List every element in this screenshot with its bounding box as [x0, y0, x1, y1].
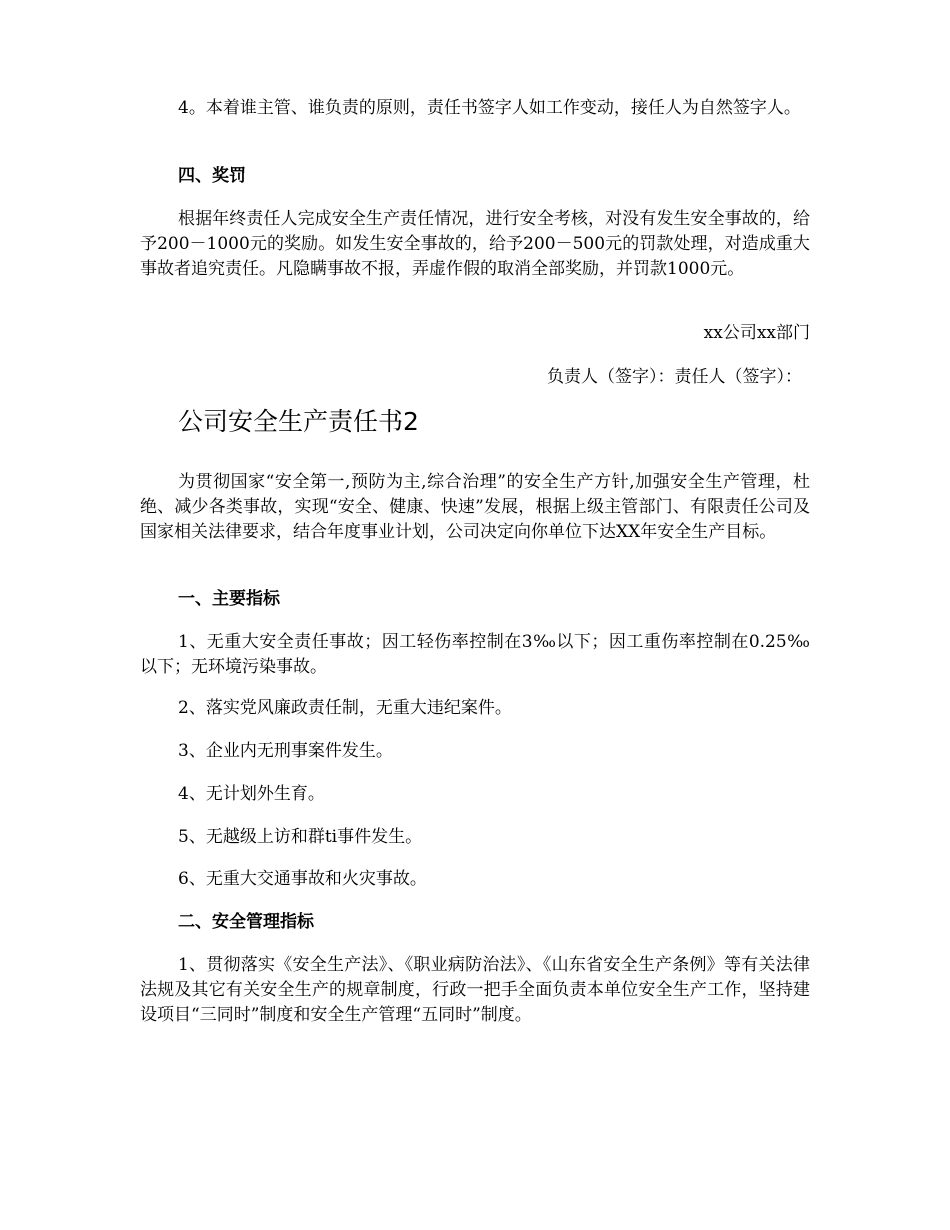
company-department: xx公司xx部门 [703, 323, 810, 343]
heading-main-indicators: 一、主要指标 [178, 589, 280, 609]
list-item: 3、企业内无刑事案件发生。 [178, 741, 393, 761]
list-item: 2、落实党风廉政责任制，无重大违纪案件。 [178, 698, 512, 718]
signature-line: 负责人（签字）：责任人（签字）： [547, 367, 802, 387]
list-item: 4、无计划外生育。 [178, 784, 325, 804]
paragraph-management-1: 1、贯彻落实《安全生产法》、《职业病防治法》、《山东省安全生产条例》等有关法律法规及其它有关安全生产的规章制度，行政一把手全面负责本单位安全生产工作，坚持建设项目“三同时”制度和安全生产管理“五同时”制度。 [140, 955, 810, 1025]
heading-rewards: 四、奖罚 [178, 166, 246, 186]
list-item: 6、无重大交通事故和火灾事故。 [178, 869, 427, 889]
paragraph-rewards: 根据年终责任人完成安全生产责任情况，进行安全考核，对没有发生安全事故的，给予200－1000元的奖励。如发生安全事故的，给予200－500元的罚款处理，对造成重大事故者追究责任。凡隐瞒事故不报，弄虚作假的取消全部奖励，并罚款1000元。 [140, 209, 810, 279]
heading-safety-management: 二、安全管理指标 [178, 912, 314, 932]
paragraph-signer-change: 4。本着谁主管、谁负责的原则，责任书签字人如工作变动，接任人为自然签字人。 [178, 98, 801, 118]
document-title: 公司安全生产责任书2 [178, 407, 419, 436]
list-item: 5、无越级上访和群ti事件发生。 [178, 827, 423, 847]
list-item: 1、无重大安全责任事故；因工轻伤率控制在3‰以下；因工重伤率控制在0.25‰以下；无环境污染事故。 [140, 632, 810, 677]
paragraph-intro: 为贯彻国家“安全第一,预防为主,综合治理”的安全生产方针,加强安全生产管理，杜绝、减少各类事故，实现“安全、健康、快速”发展，根据上级主管部门、有限责任公司及国家相关法律要求，结合年度事业计划，公司决定向你单位下达XX年安全生产目标。 [140, 472, 810, 542]
